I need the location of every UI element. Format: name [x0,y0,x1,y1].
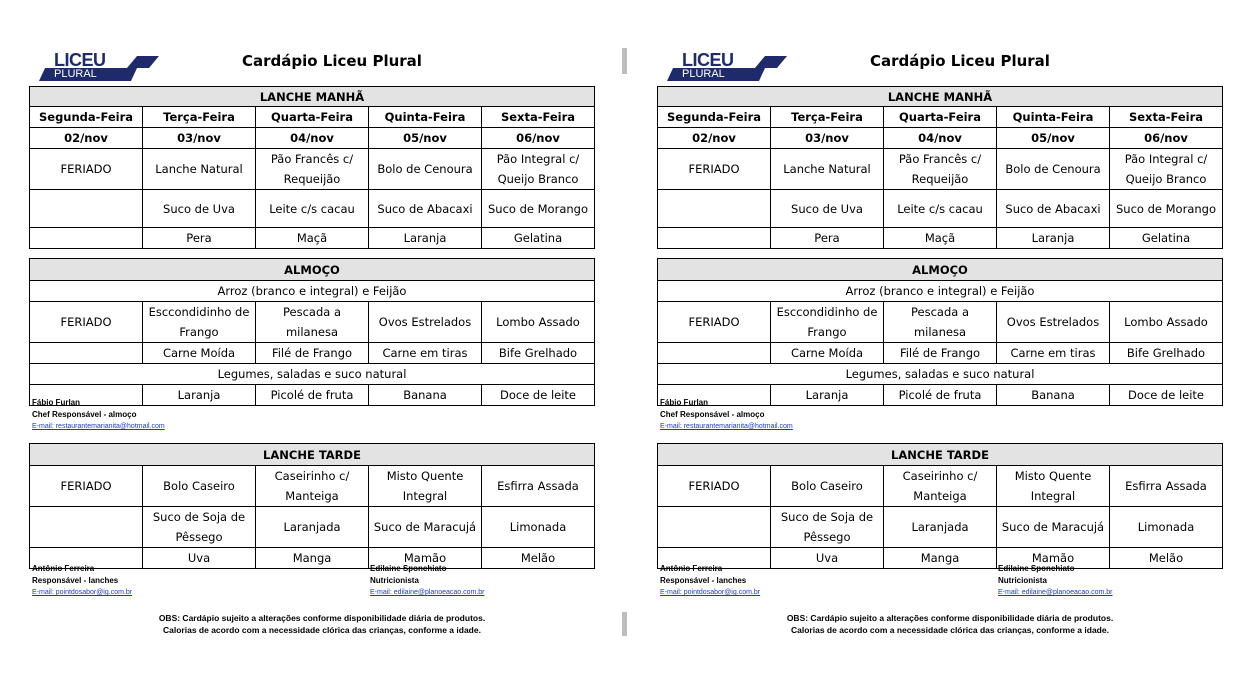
day-header: Terça-Feira [143,107,256,128]
logo-text-top: LICEU [54,50,106,70]
almoco-sides: Legumes, saladas e suco natural [30,364,595,385]
menu-item: Pão Francês c/ Requeijão [256,149,369,190]
menu-item: Picolé de fruta [256,385,369,406]
menu-page-right [650,0,1236,688]
menu-item: Manga [884,548,997,569]
menu-item: Melão [1110,548,1223,569]
almoco-header: ALMOÇO [658,259,1223,281]
chef-role: Chef Responsável - almoço [32,410,137,419]
nutritionist-info [998,563,1113,599]
menu-item: Manga [256,548,369,569]
menu-item: Laranja [771,385,884,406]
menu-item: Carne Moída [143,343,256,364]
page-title: Cardápio Liceu Plural [242,52,422,70]
liceu-plural-logo [42,52,162,82]
menu-item: Lombo Assado [1110,302,1223,343]
menu-item: Suco de Soja de Pêssego [771,507,884,548]
page-separator-bottom [622,612,627,636]
chef-info [660,397,793,433]
menu-item: Gelatina [1110,228,1223,249]
menu-item: Mamão [997,548,1110,569]
date-cell: 05/nov [369,128,482,149]
menu-item [658,343,771,364]
menu-item: Lanche Natural [771,149,884,190]
lanche-manha-header: LANCHE MANHÃ [658,87,1223,107]
menu-item: Leite c/s cacau [256,190,369,228]
menu-item: FERIADO [658,302,771,343]
menu-item [30,507,143,548]
day-header: Sexta-Feira [482,107,595,128]
menu-item: Laranjada [884,507,997,548]
lanche-tarde-table [29,443,595,569]
menu-item: Suco de Maracujá [369,507,482,548]
almoco-table [29,258,595,406]
lanches-responsible-info [660,563,760,599]
menu-item [30,228,143,249]
lanche-manha-table [657,86,1223,249]
menu-item: Suco de Morango [1110,190,1223,228]
page-separator-top [622,48,627,74]
chef-name: Fábio Furlan [660,398,708,407]
lanches-responsible-name: Antônio Ferreira [660,564,723,573]
nutritionist-email-link[interactable]: E-mail: edilaine@planoeacao.com.br [998,589,1113,596]
observation-line-1: OBS: Cardápio sujeito a alterações conforme disponibilidade diária de produtos. [786,613,1114,623]
date-cell: 04/nov [884,128,997,149]
menu-item: Pão Francês c/ Requeijão [884,149,997,190]
almoco-header: ALMOÇO [30,259,595,281]
almoco-base: Arroz (branco e integral) e Feijão [658,281,1223,302]
menu-item: Limonada [1110,507,1223,548]
lanches-responsible-email-link[interactable]: E-mail: pointdosabor@ig.com.br [660,589,761,596]
menu-item: Esfirra Assada [482,466,595,507]
menu-item: Carne em tiras [369,343,482,364]
chef-role: Chef Responsável - almoço [660,410,765,419]
menu-item: Uva [771,548,884,569]
almoco-table [657,258,1223,406]
menu-item: Bife Grelhado [482,343,595,364]
menu-item [658,190,771,228]
nutritionist-role: Nutricionista [998,576,1047,585]
lanches-responsible-info [32,563,132,599]
date-cell: 05/nov [997,128,1110,149]
almoco-base: Arroz (branco e integral) e Feijão [30,281,595,302]
observation-line-2: Calorias de acordo com a necessidade clórica das crianças, conforme a idade. [791,625,1109,635]
menu-item: Lanche Natural [143,149,256,190]
menu-item: FERIADO [30,466,143,507]
menu-item: FERIADO [30,149,143,190]
lanche-manha-table [29,86,595,249]
lanches-responsible-role: Responsável - lanches [660,576,747,585]
menu-item: Bife Grelhado [1110,343,1223,364]
menu-item: Pão Integral c/ Queijo Branco [1110,149,1223,190]
menu-item [30,190,143,228]
menu-item: Lombo Assado [482,302,595,343]
nutritionist-email-link[interactable]: E-mail: edilaine@planoeacao.com.br [370,589,485,596]
date-cell: 02/nov [30,128,143,149]
menu-item: FERIADO [30,302,143,343]
day-header: Quinta-Feira [997,107,1110,128]
day-header: Terça-Feira [771,107,884,128]
menu-item: Limonada [482,507,595,548]
day-header: Quinta-Feira [369,107,482,128]
menu-item: Caseirinho c/ Manteiga [256,466,369,507]
menu-item: Uva [143,548,256,569]
menu-item: FERIADO [658,149,771,190]
menu-item: Esccondidinho de Frango [143,302,256,343]
logo-text-top: LICEU [682,50,734,70]
menu-item: Suco de Abacaxi [369,190,482,228]
lanche-tarde-table [657,443,1223,569]
lanche-tarde-header: LANCHE TARDE [30,444,595,466]
day-header: Segunda-Feira [658,107,771,128]
menu-item: Esccondidinho de Frango [771,302,884,343]
menu-item: Banana [369,385,482,406]
chef-info [32,397,165,433]
menu-item: Doce de leite [1110,385,1223,406]
menu-item: Pera [143,228,256,249]
menu-item: Misto Quente Integral [369,466,482,507]
menu-item [658,507,771,548]
menu-item: Bolo Caseiro [143,466,256,507]
menu-page-left [22,0,622,688]
date-cell: 04/nov [256,128,369,149]
menu-item: Gelatina [482,228,595,249]
observation-line-1: OBS: Cardápio sujeito a alterações conforme disponibilidade diária de produtos. [158,613,486,623]
menu-item: Pescada a milanesa [884,302,997,343]
nutritionist-info [370,563,485,599]
menu-item: Laranjada [256,507,369,548]
day-header: Segunda-Feira [30,107,143,128]
lanche-tarde-header: LANCHE TARDE [658,444,1223,466]
menu-item: Suco de Soja de Pêssego [143,507,256,548]
menu-item: Suco de Morango [482,190,595,228]
menu-item: Pera [771,228,884,249]
logo-text-bottom: PLURAL [54,68,97,80]
chef-email-link[interactable]: E-mail: restaurantemarianita@hotmail.com [660,423,793,430]
menu-item: Caseirinho c/ Manteiga [884,466,997,507]
day-header: Quarta-Feira [884,107,997,128]
observation-line-2: Calorias de acordo com a necessidade clórica das crianças, conforme a idade. [163,625,481,635]
observation-note [730,612,1170,636]
date-cell: 02/nov [658,128,771,149]
day-header: Quarta-Feira [256,107,369,128]
page-title: Cardápio Liceu Plural [870,52,1050,70]
menu-item: Carne em tiras [997,343,1110,364]
logo-text-bottom: PLURAL [682,68,725,80]
menu-item [658,228,771,249]
menu-item: Suco de Maracujá [997,507,1110,548]
lanches-responsible-name: Antônio Ferreira [32,564,95,573]
liceu-plural-logo [670,52,790,82]
menu-item: Doce de leite [482,385,595,406]
chef-name: Fábio Furlan [32,398,80,407]
menu-item: Picolé de fruta [884,385,997,406]
menu-item: Filé de Frango [256,343,369,364]
date-cell: 03/nov [143,128,256,149]
date-cell: 06/nov [482,128,595,149]
menu-item: Suco de Uva [143,190,256,228]
menu-item: Suco de Abacaxi [997,190,1110,228]
menu-item: Ovos Estrelados [369,302,482,343]
menu-item: Maçã [256,228,369,249]
menu-item: Pão Integral c/ Queijo Branco [482,149,595,190]
menu-item: Filé de Frango [884,343,997,364]
nutritionist-name: Edilaine Sponchiato [998,564,1075,573]
lanches-responsible-email-link[interactable]: E-mail: pointdosabor@ig.com.br [32,589,133,596]
lanches-responsible-role: Responsável - lanches [32,576,119,585]
menu-item: Laranja [369,228,482,249]
chef-email-link[interactable]: E-mail: restaurantemarianita@hotmail.com [32,423,165,430]
observation-note [102,612,542,636]
menu-item: Maçã [884,228,997,249]
menu-item: Esfirra Assada [1110,466,1223,507]
menu-item: Pescada a milanesa [256,302,369,343]
menu-item: Leite c/s cacau [884,190,997,228]
nutritionist-name: Edilaine Sponchiato [370,564,447,573]
menu-item [30,343,143,364]
lanche-manha-header: LANCHE MANHÃ [30,87,595,107]
menu-item: Bolo Caseiro [771,466,884,507]
menu-item: Laranja [997,228,1110,249]
menu-item: Misto Quente Integral [997,466,1110,507]
menu-item: Suco de Uva [771,190,884,228]
menu-item: Melão [482,548,595,569]
almoco-sides: Legumes, saladas e suco natural [658,364,1223,385]
date-cell: 06/nov [1110,128,1223,149]
date-cell: 03/nov [771,128,884,149]
menu-item: Mamão [369,548,482,569]
menu-item: Laranja [143,385,256,406]
menu-item: Bolo de Cenoura [997,149,1110,190]
menu-item: Ovos Estrelados [997,302,1110,343]
menu-item: Banana [997,385,1110,406]
menu-item: Carne Moída [771,343,884,364]
menu-item: FERIADO [658,466,771,507]
nutritionist-role: Nutricionista [370,576,419,585]
day-header: Sexta-Feira [1110,107,1223,128]
menu-item: Bolo de Cenoura [369,149,482,190]
